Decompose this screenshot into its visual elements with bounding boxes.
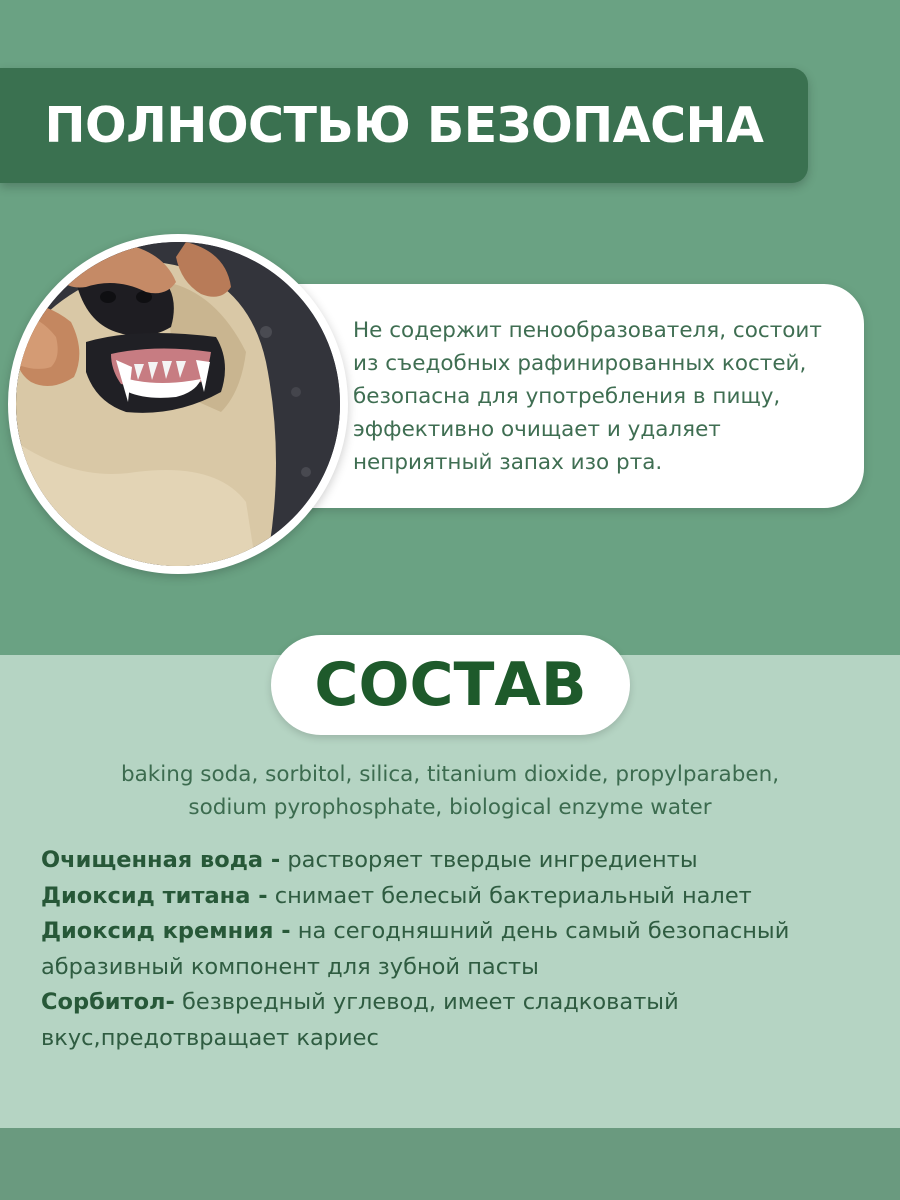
ingredients-line: sodium pyrophosphate, biological enzyme water (188, 795, 712, 820)
composition-heading-pill (271, 635, 630, 735)
detail-term: Диоксид титана - (41, 882, 268, 909)
description-line: эффективно очищает и удаляет (353, 417, 721, 442)
dog-teeth-photo (8, 234, 348, 574)
detail-text: снимает белесый бактериальный налет (267, 882, 752, 909)
detail-item (41, 914, 891, 985)
dog-teeth-illustration (16, 242, 340, 566)
ingredient-details (41, 843, 891, 1056)
description-line: неприятный запах изо рта. (353, 450, 663, 475)
title-banner (0, 68, 808, 183)
ingredients-line: baking soda, sorbitol, silica, titanium dioxide, propylparaben, (120, 762, 780, 787)
footer-strip (0, 1128, 900, 1200)
description-text (353, 314, 858, 479)
detail-term: Сорбитол- (41, 989, 175, 1015)
page-title: ПОЛНОСТЬЮ БЕЗОПАСНА (44, 97, 764, 154)
detail-item (41, 879, 891, 915)
composition-heading: СОСТАВ (314, 650, 587, 720)
detail-text: на сегодняшний день самый безопасный абразивный компонент для зубной пасты (41, 918, 790, 980)
detail-item (41, 985, 891, 1056)
detail-text: безвредный углевод, имеет сладковатый вкус,предотвращает кариес (41, 989, 679, 1051)
detail-item (41, 843, 891, 879)
description-line: безопасна для употребления в пищу, (353, 384, 781, 409)
description-line: из съедобных рафинированных костей, (353, 351, 807, 376)
detail-text: растворяет твердые ингредиенты (280, 847, 698, 873)
description-line: Не содержит пенообразователя, состоит (353, 318, 822, 343)
detail-term: Диоксид кремния - (41, 918, 291, 944)
ingredients-english (0, 758, 900, 824)
detail-term: Очищенная вода - (41, 847, 281, 873)
